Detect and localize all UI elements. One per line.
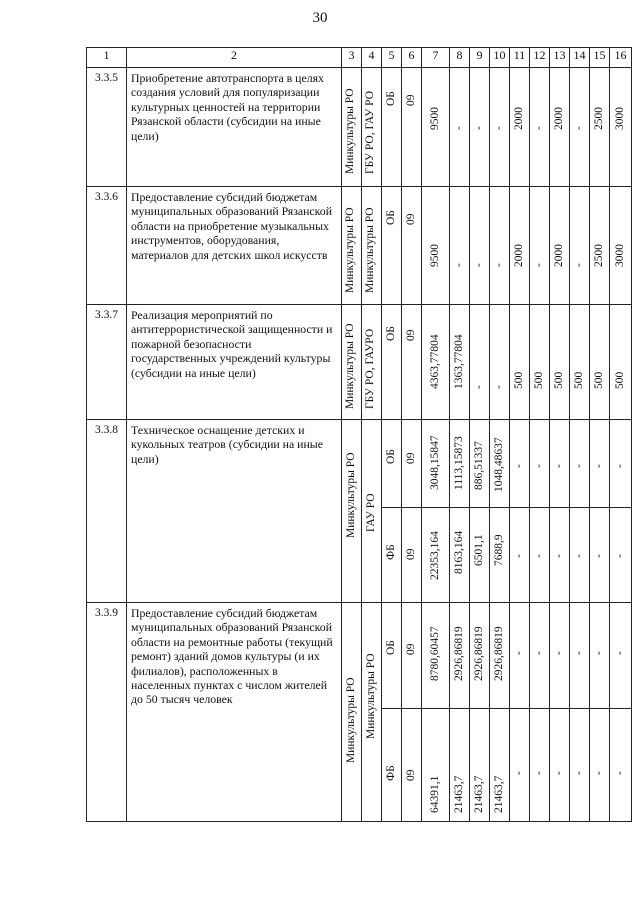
funding-source: ОБ: [385, 210, 397, 225]
responsible-ministry: Минкультуры РО: [345, 452, 357, 538]
row-code: 3.3.5: [87, 68, 127, 187]
value-cell: -: [553, 771, 565, 775]
row-name: Реализация мероприятий по антитеррористической защищенности и пожарной безопасности государственных учреждений культуры (субсидии на иные цели): [127, 305, 342, 420]
responsible-ministry: Минкультуры РО: [344, 88, 356, 174]
row-name: Техническое оснащение детских и кукольных театров (субсидии на иные цели): [127, 420, 342, 603]
executor: ГБУ РО, ГАУРО: [364, 328, 376, 409]
value-cell: 8163,164: [453, 530, 465, 574]
value-cell: -: [573, 771, 585, 775]
executor: ГБУ РО, ГАУ РО: [364, 90, 376, 174]
value-cell: -: [573, 464, 585, 468]
row-name: Предоставление субсидий бюджетам муниципальных образований Рязанской области на приобретение музыкальных инструментов, оборудования, материалов для детских школ искусств: [127, 187, 342, 305]
value-cell: 2000: [513, 244, 525, 267]
budget-code: 09: [405, 452, 417, 464]
header-cell: 15: [590, 48, 610, 68]
value-cell: 21463,7: [473, 775, 485, 813]
value-cell: -: [614, 554, 626, 558]
budget-code: 09: [405, 769, 417, 781]
value-cell: 500: [513, 371, 525, 389]
value-cell: -: [614, 464, 626, 468]
value-total: 9500: [429, 107, 441, 130]
header-cell: 8: [450, 48, 470, 68]
value-cell: -: [533, 263, 545, 267]
value-cell: 2926,86819: [453, 626, 465, 681]
value-cell: -: [553, 554, 565, 558]
header-cell: 1: [87, 48, 127, 68]
value-cell: 7688,9: [493, 534, 505, 566]
page-number: 30: [312, 10, 328, 26]
value-cell: 2000: [553, 244, 565, 267]
header-cell: 14: [570, 48, 590, 68]
header-cell: 3: [342, 48, 362, 68]
value-total: 3048,15847: [429, 435, 441, 490]
value-cell: -: [593, 464, 605, 468]
header-cell: 4: [362, 48, 382, 68]
value-total: 4363,77804: [429, 334, 441, 389]
executor: Минкультуры РО: [364, 207, 376, 293]
value-cell: 6501,1: [473, 534, 485, 566]
value-cell: 500: [533, 371, 545, 389]
value-cell: 1363,77804: [453, 334, 465, 389]
value-cell: 2926,86819: [493, 626, 505, 681]
value-cell: -: [533, 771, 545, 775]
value-cell: -: [453, 126, 465, 130]
row-code: 3.3.8: [87, 420, 127, 603]
header-cell: 13: [550, 48, 570, 68]
value-cell: -: [453, 263, 465, 267]
value-cell: -: [533, 464, 545, 468]
table-row: [87, 305, 632, 420]
value-cell: -: [614, 771, 626, 775]
row-code: 3.3.7: [87, 305, 127, 420]
value-cell: -: [493, 126, 505, 130]
value-cell: -: [573, 126, 585, 130]
funding-source: ФБ: [385, 765, 397, 781]
value-total: 9500: [429, 244, 441, 267]
value-cell: -: [553, 651, 565, 655]
table-row: [87, 187, 632, 305]
value-total: 64391,1: [429, 775, 441, 813]
header-cell: 6: [402, 48, 422, 68]
value-cell: -: [513, 651, 525, 655]
value-cell: -: [533, 126, 545, 130]
value-cell: 2926,86819: [473, 626, 485, 681]
table-row: [87, 68, 632, 187]
row-code: 3.3.6: [87, 187, 127, 305]
budget-code: 09: [405, 548, 417, 560]
header-cell: 16: [610, 48, 632, 68]
value-total: 8780,60457: [429, 626, 441, 681]
value-cell: -: [513, 771, 525, 775]
value-cell: -: [493, 385, 505, 389]
value-cell: 2000: [513, 107, 525, 130]
value-cell: -: [593, 554, 605, 558]
value-cell: 886,51337: [473, 441, 485, 490]
value-cell: -: [513, 554, 525, 558]
responsible-ministry: Минкультуры РО: [344, 207, 356, 293]
value-cell: -: [614, 651, 626, 655]
budget-code: 09: [405, 213, 417, 225]
value-cell: -: [573, 651, 585, 655]
responsible-ministry: Минкультуры РО: [345, 677, 357, 763]
budget-code: 09: [405, 329, 417, 341]
header-cell: 9: [470, 48, 490, 68]
funding-source: ОБ: [385, 449, 397, 464]
table-row: [87, 603, 632, 709]
budget-code: 09: [405, 94, 417, 106]
value-cell: -: [513, 464, 525, 468]
responsible-ministry: Минкультуры РО: [344, 323, 356, 409]
value-cell: 2500: [593, 107, 605, 130]
row-name: Приобретение автотранспорта в целях создания условий для популяризации культурных ценностей на территории Рязанской области (субсидии на иные цели): [127, 68, 342, 187]
budget-code: 09: [405, 643, 417, 655]
value-total: 22353,164: [429, 531, 441, 580]
value-cell: -: [533, 554, 545, 558]
value-cell: 2500: [593, 244, 605, 267]
funding-source: ОБ: [385, 91, 397, 106]
value-cell: 21463,7: [493, 775, 505, 813]
funding-source: ОБ: [385, 326, 397, 341]
executor: ГАУ РО: [365, 493, 377, 532]
value-cell: -: [493, 263, 505, 267]
value-cell: 500: [553, 371, 565, 389]
value-cell: 500: [573, 371, 585, 389]
value-cell: -: [593, 771, 605, 775]
value-cell: 500: [593, 371, 605, 389]
value-cell: 500: [614, 371, 626, 389]
funding-source: ОБ: [385, 640, 397, 655]
header-cell: 5: [382, 48, 402, 68]
value-cell: -: [573, 554, 585, 558]
value-cell: -: [593, 651, 605, 655]
program-table: [86, 47, 632, 822]
table-row: [87, 420, 632, 508]
header-cell: 2: [127, 48, 342, 68]
value-cell: -: [473, 385, 485, 389]
row-name: Предоставление субсидий бюджетам муниципальных образований Рязанской области на ремонтные работы (текущий ремонт) зданий домов культуры (и их филиалов), расположенных в населенных пунктах с числом жителей до 50 тысяч человек: [127, 603, 342, 822]
value-cell: -: [573, 263, 585, 267]
value-cell: -: [553, 464, 565, 468]
executor: Минкультуры РО: [365, 653, 377, 739]
value-cell: 21463,7: [453, 775, 465, 813]
value-cell: -: [473, 263, 485, 267]
header-row: [87, 48, 632, 68]
value-cell: 2000: [553, 107, 565, 130]
value-cell: 3000: [614, 244, 626, 267]
header-cell: 7: [422, 48, 450, 68]
value-cell: -: [473, 126, 485, 130]
value-cell: -: [533, 651, 545, 655]
header-cell: 11: [510, 48, 530, 68]
value-cell: 3000: [614, 107, 626, 130]
row-code: 3.3.9: [87, 603, 127, 822]
value-cell: 1048,48637: [493, 437, 505, 492]
value-cell: 1113,15873: [453, 436, 465, 490]
funding-source: ФБ: [385, 544, 397, 560]
header-cell: 12: [530, 48, 550, 68]
header-cell: 10: [490, 48, 510, 68]
